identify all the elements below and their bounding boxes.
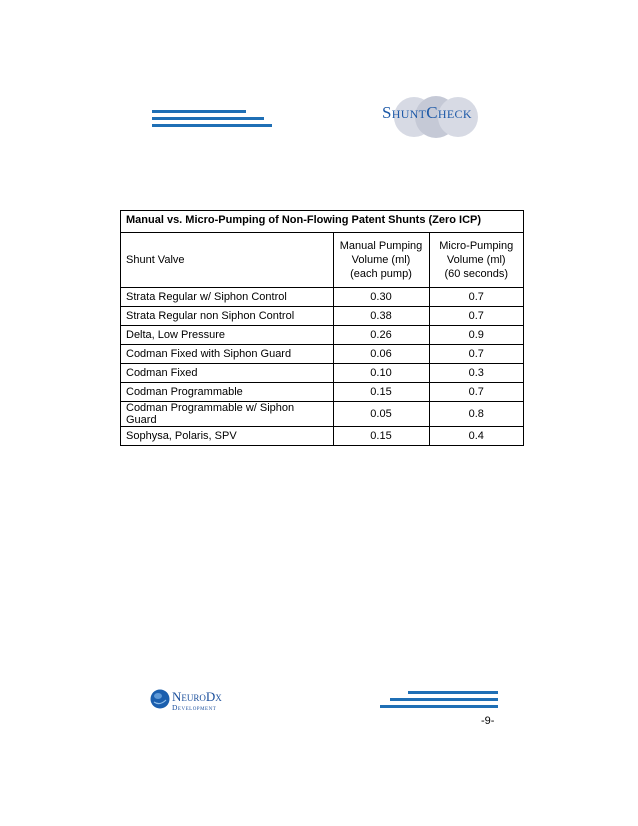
cell-micro: 0.7 [429,307,523,326]
globe-icon [150,688,170,710]
logo-prefix: Shunt [382,103,427,122]
cell-micro: 0.8 [429,402,523,427]
stripe [380,705,498,708]
cell-micro: 0.4 [429,427,523,446]
neurodx-logo [150,688,230,716]
cell-valve: Codman Fixed [121,364,333,383]
cell-valve: Codman Fixed with Siphon Guard [121,345,333,364]
footer-stripes [380,691,502,711]
header-line: (each pump) [350,268,412,280]
cell-micro: 0.7 [429,288,523,307]
cell-valve: Codman Programmable [121,383,333,402]
logo-line-2: Development [172,703,217,712]
header-manual [333,233,429,288]
logo-wordmark [382,103,472,123]
pumping-table [120,210,524,446]
table-row [121,402,523,427]
cell-micro: 0.9 [429,326,523,345]
cell-manual: 0.26 [333,326,429,345]
header-line: Manual Pumping [339,240,423,252]
logo-suffix: Check [426,103,472,122]
header-micro [429,233,523,288]
stripe [152,110,246,113]
cell-micro: 0.7 [429,383,523,402]
table-row [121,383,523,402]
shuntcheck-logo [378,95,494,139]
cell-micro: 0.7 [429,345,523,364]
table-row [121,307,523,326]
stripe [408,691,498,694]
stripe [152,124,272,127]
cell-valve: Sophysa, Polaris, SPV [121,427,333,446]
cell-valve: Strata Regular w/ Siphon Control [121,288,333,307]
header-shunt-valve: Shunt Valve [126,254,185,266]
table-row [121,345,523,364]
cell-valve: Codman Programmable w/ Siphon Guard [121,402,333,427]
header-row [121,233,523,288]
header-stripes [152,110,274,130]
table-row [121,427,523,446]
stripe [390,698,498,701]
cell-manual: 0.30 [333,288,429,307]
cell-valve: Delta, Low Pressure [121,326,333,345]
table-row [121,326,523,345]
cell-manual: 0.38 [333,307,429,326]
cell-manual: 0.10 [333,364,429,383]
cell-manual: 0.05 [333,402,429,427]
cell-manual: 0.15 [333,427,429,446]
header-line: Volume (ml) [446,254,506,266]
header-line: (60 seconds) [444,268,509,280]
cell-manual: 0.15 [333,383,429,402]
cell-manual: 0.06 [333,345,429,364]
stripe [152,117,264,120]
table-row [121,288,523,307]
cell-valve: Strata Regular non Siphon Control [121,307,333,326]
cell-micro: 0.3 [429,364,523,383]
header-line: Volume (ml) [351,254,411,266]
data-table [121,233,523,445]
table-title: Manual vs. Micro-Pumping of Non-Flowing Patent Shunts (Zero ICP) [121,211,523,233]
page-number: -9- [481,715,495,727]
header-line: Micro-Pumping [439,240,514,252]
logo-line-1: NeuroDx [172,689,222,704]
table-row [121,364,523,383]
